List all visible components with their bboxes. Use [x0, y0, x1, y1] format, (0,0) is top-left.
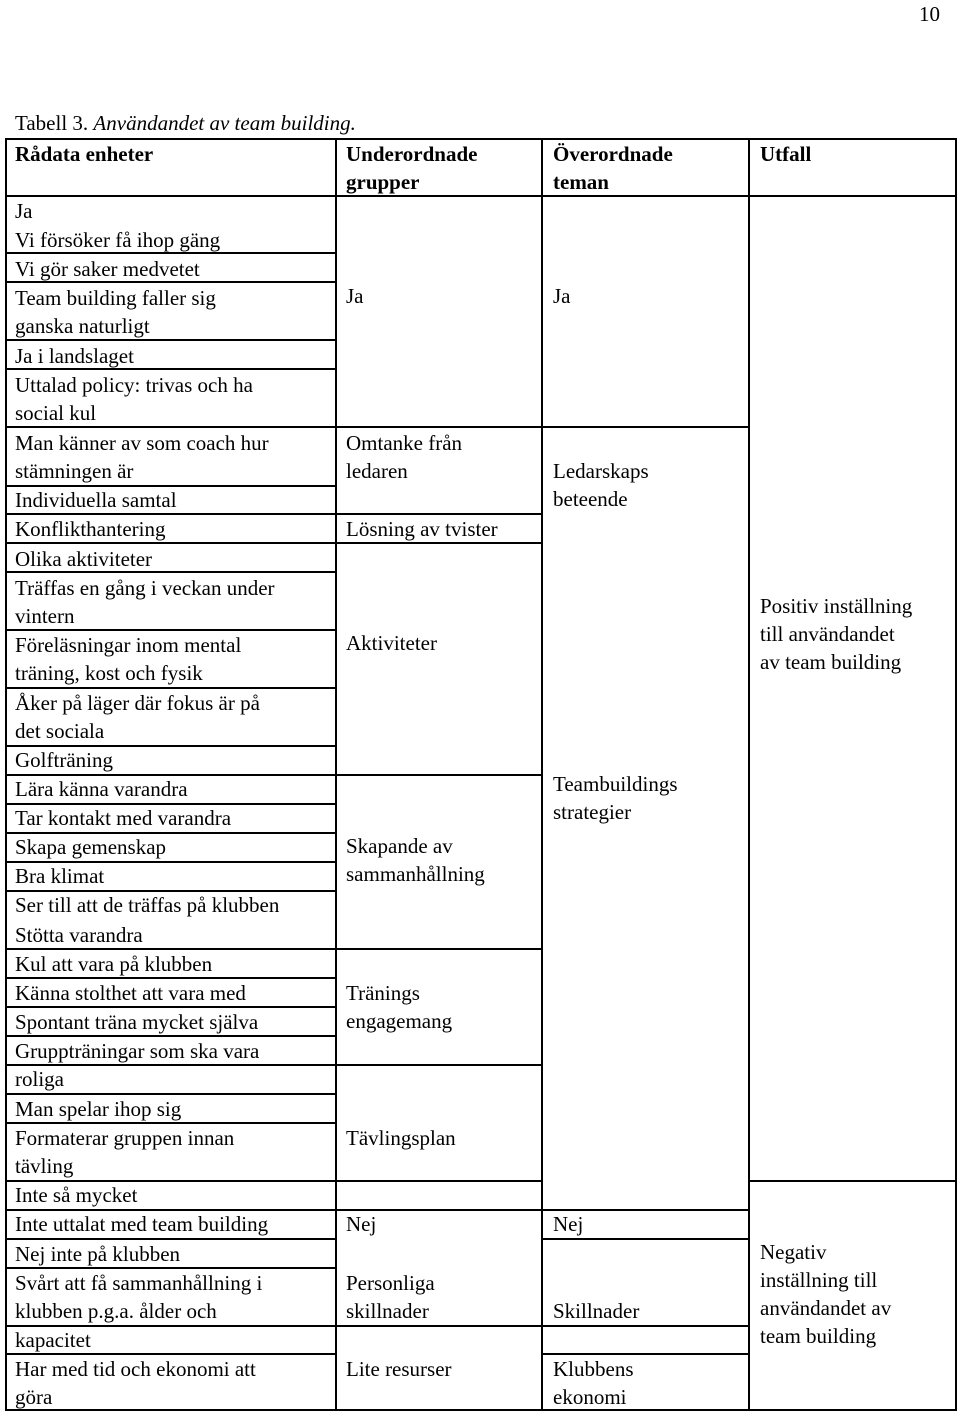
raw-text: Ser till att de träffas på klubben: [15, 893, 280, 917]
table-border-bottom: [5, 1409, 957, 1411]
raw-text: Team building faller sig: [15, 286, 216, 310]
raw-text: Kul att vara på klubben: [15, 952, 213, 976]
outcome-negative-line3: användandet av: [760, 1296, 892, 1320]
raw-text: göra: [15, 1385, 53, 1409]
raw-text: Man spelar ihop sig: [15, 1097, 182, 1121]
outcome-positive-line1: Positiv inställning: [760, 594, 913, 618]
raw-text: Stötta varandra: [15, 923, 143, 947]
subgroup-tavlingsplan: Tävlingsplan: [346, 1126, 456, 1150]
raw-text: Individuella samtal: [15, 488, 177, 512]
outcome-negative-line2: inställning till: [760, 1268, 878, 1292]
raw-text: Gruppträningar som ska vara: [15, 1039, 260, 1063]
raw-text: Ja: [15, 199, 33, 223]
caption-prefix: Tabell 3.: [15, 111, 94, 135]
raw-text: Åker på läger där fokus är på: [15, 691, 260, 715]
subgroup-personliga-line1: Personliga: [346, 1271, 435, 1295]
raw-text: Formaterar gruppen innan: [15, 1126, 235, 1150]
subgroup-omtanke-line1: Omtanke från: [346, 431, 463, 455]
raw-text: vintern: [15, 604, 75, 628]
raw-text: ganska naturligt: [15, 314, 150, 338]
header-themes-line1: Överordnade: [553, 142, 673, 166]
raw-text: kapacitet: [15, 1328, 91, 1352]
subgroup-tranings-line1: Tränings: [346, 981, 420, 1005]
header-outcome: Utfall: [760, 142, 812, 166]
raw-text: Bra klimat: [15, 864, 105, 888]
outcome-separator: [748, 1180, 957, 1182]
raw-text: Inte så mycket: [15, 1183, 138, 1207]
raw-text: tävling: [15, 1154, 74, 1178]
subgroup-personliga-line2: skillnader: [346, 1299, 429, 1323]
raw-text: Nej inte på klubben: [15, 1242, 181, 1266]
outcome-positive-line2: till användandet: [760, 622, 895, 646]
page-number: 10: [919, 2, 940, 26]
outcome-positive-line3: av team building: [760, 650, 902, 674]
header-subgroups-line2: grupper: [346, 170, 420, 194]
raw-text: Lära känna varandra: [15, 777, 188, 801]
theme-teambuilding-line2: strategier: [553, 800, 632, 824]
raw-text: Vi gör saker medvetet: [15, 257, 200, 281]
raw-text: klubben p.g.a. ålder och: [15, 1299, 217, 1323]
subgroup-ja: Ja: [346, 284, 364, 308]
theme-separator: [541, 426, 750, 428]
theme-ja: Ja: [553, 284, 571, 308]
raw-text: Olika aktiviteter: [15, 547, 153, 571]
raw-text: Föreläsningar inom mental: [15, 633, 242, 657]
raw-text: social kul: [15, 401, 97, 425]
theme-skillnader: Skillnader: [553, 1299, 640, 1323]
header-subgroups-line1: Underordnade: [346, 142, 478, 166]
theme-teambuilding-line1: Teambuildings: [553, 772, 678, 796]
header-separator: [5, 195, 957, 197]
column-divider-3: [748, 138, 750, 1411]
table-border-right: [955, 138, 957, 1411]
subgroup-skapande-line1: Skapande av: [346, 834, 453, 858]
subgroup-tranings-line2: engagemang: [346, 1009, 453, 1033]
raw-text: Tar kontakt med varandra: [15, 806, 232, 830]
raw-text: Ja i landslaget: [15, 344, 134, 368]
subgroup-aktiviteter: Aktiviteter: [346, 631, 437, 655]
raw-text: stämningen är: [15, 459, 134, 483]
theme-klubbens-line1: Klubbens: [553, 1357, 634, 1381]
raw-text: det sociala: [15, 719, 105, 743]
theme-ledarskap-line2: beteende: [553, 487, 628, 511]
raw-text: träning, kost och fysik: [15, 661, 203, 685]
raw-text: roliga: [15, 1067, 64, 1091]
raw-text: Känna stolthet att vara med: [15, 981, 246, 1005]
header-raw-data-units: Rådata enheter: [15, 142, 154, 166]
raw-text: Svårt att få sammanhållning i: [15, 1271, 263, 1295]
raw-text: Inte uttalat med team building: [15, 1212, 269, 1236]
theme-ledarskap-line1: Ledarskaps: [553, 459, 649, 483]
theme-klubbens-line2: ekonomi: [553, 1385, 627, 1409]
subgroup-losning: Lösning av tvister: [346, 517, 498, 541]
subgroup-lite-resurser: Lite resurser: [346, 1357, 452, 1381]
raw-text: Har med tid och ekonomi att: [15, 1357, 256, 1381]
outcome-negative-line4: team building: [760, 1324, 877, 1348]
raw-text: Uttalad policy: trivas och ha: [15, 373, 253, 397]
raw-text: Skapa gemenskap: [15, 835, 167, 859]
outcome-negative-line1: Negativ: [760, 1240, 827, 1264]
subgroup-omtanke-line2: ledaren: [346, 459, 408, 483]
raw-text: Man känner av som coach hur: [15, 431, 269, 455]
caption-title: Användandet av team building.: [93, 111, 356, 135]
subgroup-nej: Nej: [346, 1212, 377, 1236]
raw-text: Vi försöker få ihop gäng: [15, 228, 221, 252]
theme-nej: Nej: [553, 1212, 584, 1236]
raw-text: Golfträning: [15, 748, 113, 772]
raw-text: Träffas en gång i veckan under: [15, 576, 275, 600]
raw-text: Konflikthantering: [15, 517, 166, 541]
header-themes-line2: teman: [553, 170, 609, 194]
subgroup-skapande-line2: sammanhållning: [346, 862, 485, 886]
raw-text: Spontant träna mycket själva: [15, 1010, 259, 1034]
